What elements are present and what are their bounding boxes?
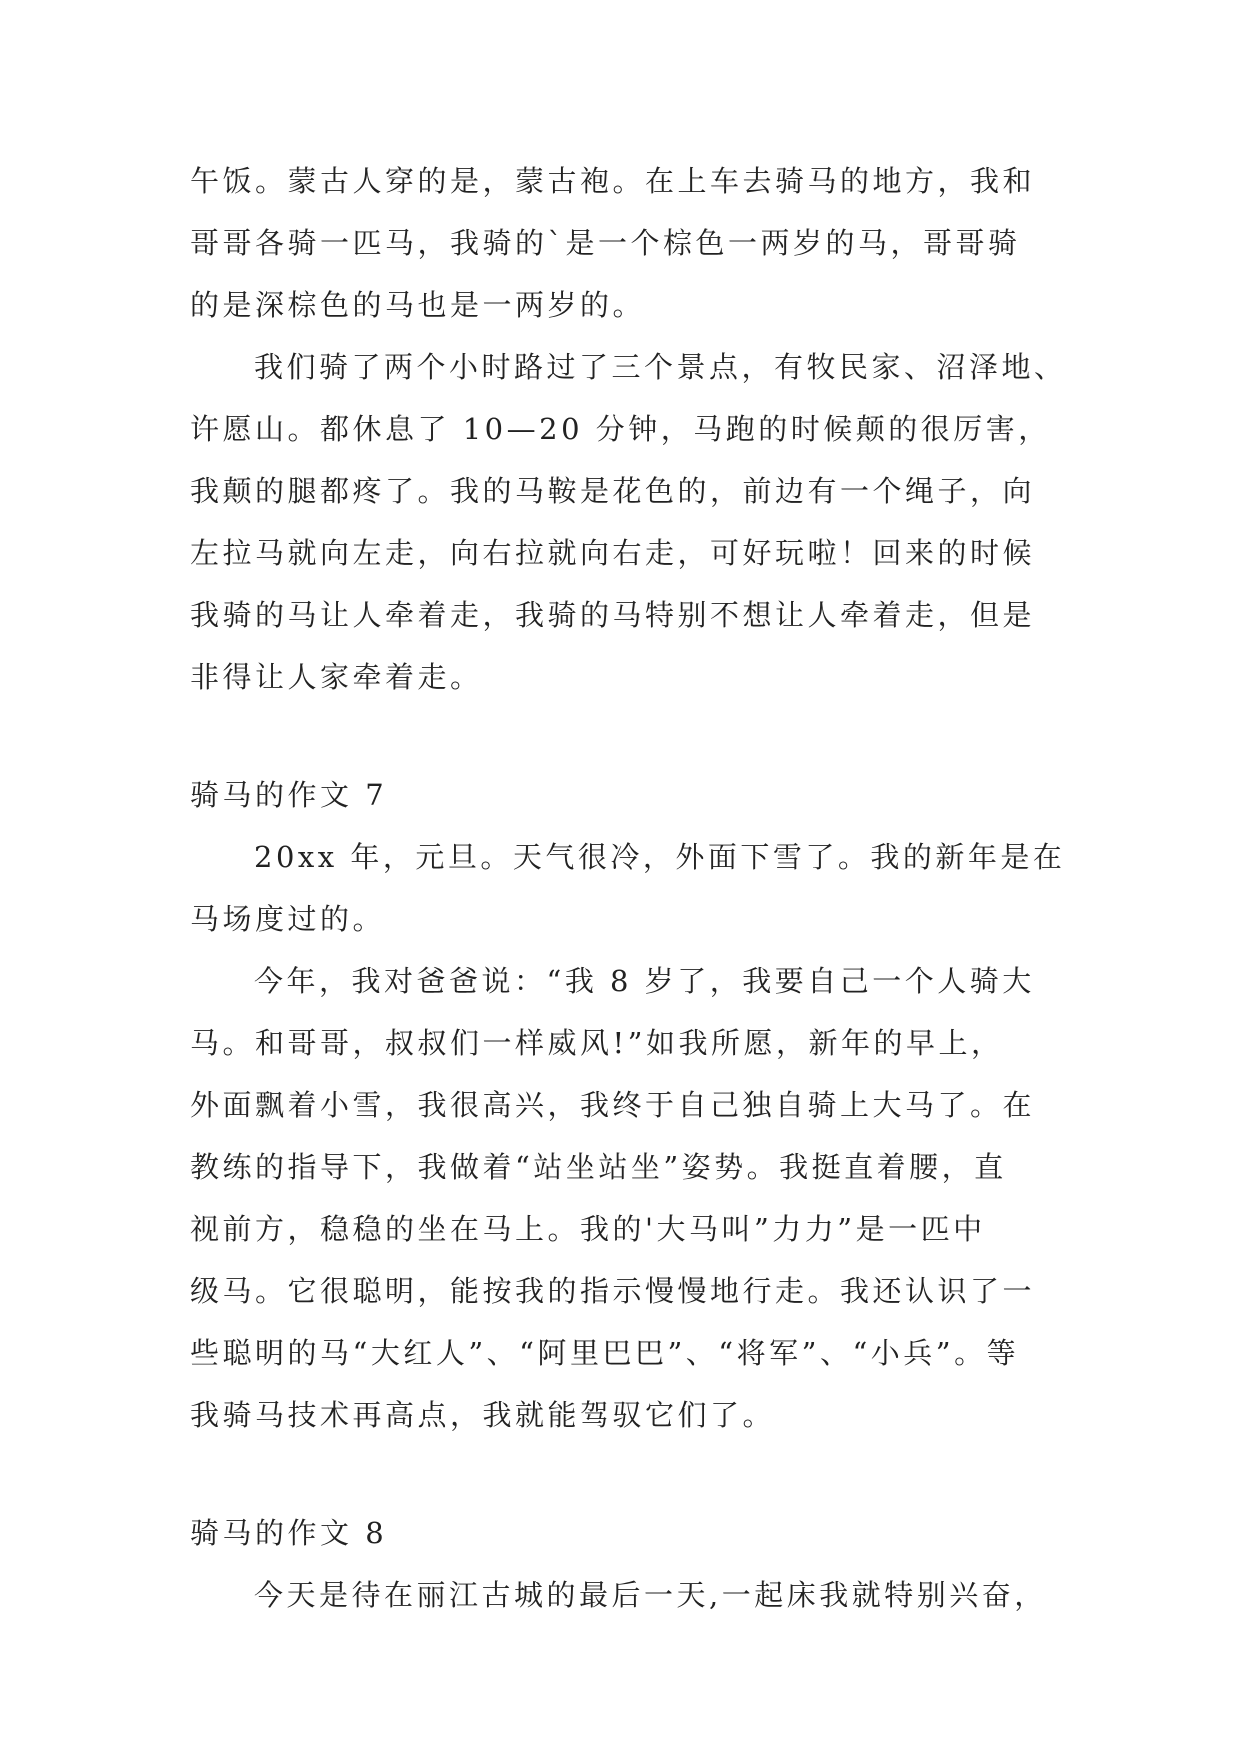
paragraph: [190, 950, 1050, 1446]
text-line: 20xx 年，元旦。天气很冷，外面下雪了。我的新年是在: [254, 840, 1066, 874]
paragraph: [190, 826, 1066, 950]
paragraph: [190, 1564, 1050, 1626]
section-gap: [190, 1446, 1050, 1502]
text-line: 许愿山。都休息了 10—20 分钟，马跑的时候颠的很厉害，: [190, 412, 1051, 446]
document-body: [190, 150, 1067, 1626]
text-line: 我骑的马让人牵着走，我骑的马特别不想让人牵着走，但是: [190, 598, 1036, 632]
text-line: 外面飘着小雪，我很高兴，我终于自己独自骑上大马了。在: [190, 1088, 1036, 1122]
text-line: 的是深棕色的马也是一两岁的。: [190, 288, 646, 322]
text-line: 午饭。蒙古人穿的是，蒙古袍。在上车去骑马的地方，我和: [190, 164, 1036, 198]
text-line: 今年，我对爸爸说：“我 8 岁了，我要自己一个人骑大: [254, 964, 1035, 998]
text-line: 我骑马技术再高点，我就能驾驭它们了。: [190, 1398, 776, 1432]
section-heading: 骑马的作文 7: [190, 778, 388, 812]
text-line: 哥哥各骑一匹马，我骑的`是一个棕色一两岁的马，哥哥骑: [190, 226, 1021, 260]
text-line: 今天是待在丽江古城的最后一天,一起床我就特别兴奋，: [254, 1578, 1047, 1612]
text-line: 教练的指导下，我做着“站坐站坐”姿势。我挺直着腰，直: [190, 1150, 1007, 1184]
text-line: 左拉马就向左走，向右拉就向右走，可好玩啦！回来的时候: [190, 536, 1036, 570]
text-line: 马。和哥哥，叔叔们一样威风!”如我所愿，新年的早上，: [190, 1026, 1004, 1060]
text-line: 视前方，稳稳的坐在马上。我的'大马叫”力力”是一匹中: [190, 1212, 986, 1246]
text-line: 非得让人家牵着走。: [190, 660, 483, 694]
section-heading: 骑马的作文 8: [190, 1516, 388, 1550]
text-line: 我们骑了两个小时路过了三个景点，有牧民家、沼泽地、: [254, 350, 1067, 384]
section-gap: [190, 708, 1050, 764]
text-line: 我颠的腿都疼了。我的马鞍是花色的，前边有一个绳子，向: [190, 474, 1036, 508]
paragraph: [190, 150, 1050, 336]
text-line: 马场度过的。: [190, 902, 386, 936]
paragraph: [190, 336, 1067, 708]
text-line: 些聪明的马“大红人”、“阿里巴巴”、“将军”、“小兵”。等: [190, 1336, 1020, 1370]
text-line: 级马。它很聪明，能按我的指示慢慢地行走。我还认识了一: [190, 1274, 1036, 1308]
